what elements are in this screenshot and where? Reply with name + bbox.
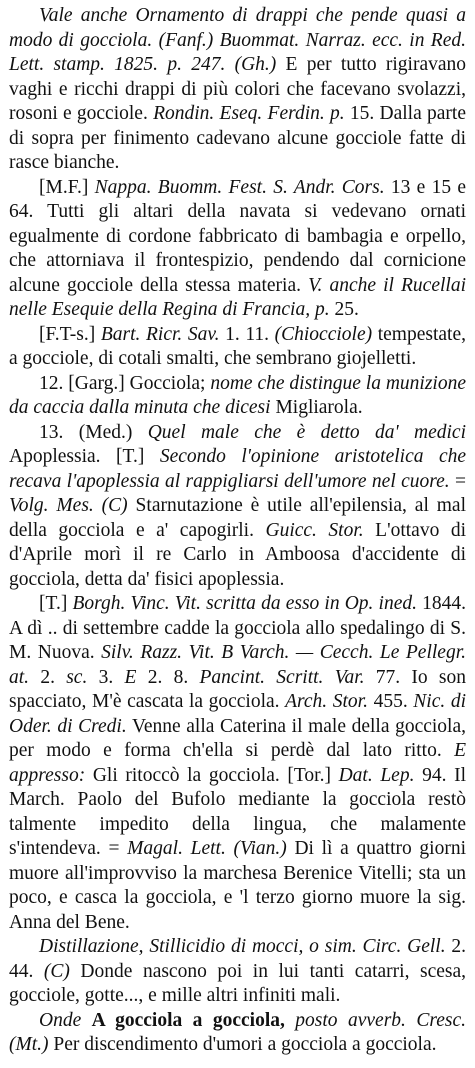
text-span: (Chiocciole) [274,323,373,345]
text-span: Per discendimento d'umori a gocciola a gocciola. [48,1034,437,1055]
paragraph-ornamento [9,4,466,176]
text-span: Pancint. Scritt. Var. [199,666,365,688]
text-span: Vale anche Ornamento di drappi che pende quasi a modo di gocciola. (Fanf.) Buommat. Narraz. ecc. in Red. Lett. stamp. 1825. p. 247. (Gh.) [9,5,466,75]
text-span: 13 e 15 e 64. Tutti gli altari della navata si vedevano ornati egualmente di cordone fabbricato di bambagia e orpello, che attorniava il frontespizio, pendendo dal cornicione alcune gocciole della stessa materia. [9,176,467,296]
text-span: 94. Il March. Paolo del Bufolo mediante la gocciola restò talmente impedito della lingua, che malamente s'intendeva. = [9,764,466,859]
text-span: Onde [39,1009,92,1031]
text-span: 2. [29,666,67,688]
text-span: 15. Dalla parte di sopra per finimento cadevano alcune gocciole fatte di rasce bianche. [9,103,466,173]
text-span: Borgh. Vinc. Vit. scritta da esso in Op. ined. [72,593,417,614]
paragraph-sense-13 [9,421,466,593]
text-span: Nappa. Buomm. Fest. S. Andr. Cors. [94,176,385,198]
paragraph-sense-12 [9,372,466,421]
text-span: Di lì a quattro giorni muore all'improvviso la marchesa Berenice Vitelli; sta un poco, e casca la gocciola, e 'l terzo giorno muore la sig. Anna del Bene. [9,838,466,933]
text-span: nome che distingue la munizione da caccia dalla minuta che dicesi [9,372,466,418]
headword-phrase: A gocciola a gocciola, [91,1009,285,1031]
text-span: 455. [368,691,414,712]
text-span: posto avverb. Cresc. (Mt.) [9,1009,466,1055]
text-span: Quel male che è detto da' medici [147,421,466,443]
text-span: 2. 44. [9,936,467,982]
paragraph-borgh [9,592,466,935]
text-span: Dat. Lep. [338,764,415,786]
text-span: Distillazione, Stillicidio di mocci, o sim. Circ. Gell. [39,936,446,957]
text-span: E [124,666,137,688]
text-span: E appresso: [9,740,466,786]
text-span: sc. [66,666,88,688]
text-span: tempestate, a gocciole, di cotali smalti, che sembrano giojelletti. [9,323,466,369]
text-span: Gli ritoccò la gocciola. [Tor.] [85,764,339,786]
text-span: Rondin. Eseq. Ferdin. p. [153,103,345,124]
paragraph-nappa [9,176,466,323]
text-span: Starnutazione è utile all'epilensia, al mal della gocciola e a' capogirli. [9,495,466,541]
text-span: 13. (Med.) [39,421,148,443]
paragraph-distillazione [9,935,466,1009]
text-span: [M.F.] [39,176,95,198]
text-span: Magal. Lett. (Vian.) [127,838,287,859]
text-span: 3. [87,666,125,688]
text-span: Apoplessia. [T.] [9,446,160,467]
text-span: [T.] [39,593,73,614]
text-span: 25. [329,299,359,320]
text-span: Donde nascono poi in lui tanti catarri, scesa, gocciole, gotte..., e mille altri infiniti mali. [9,960,466,1006]
text-span: Bart. Ricr. Sav. [100,323,220,345]
text-span: 1844. A dì .. di settembre cadde la gocciola allo spedalingo di S. M. Nuova. [9,593,467,663]
text-span: Volg. Mes. (C) [9,495,128,516]
text-span: Silv. Razz. Vit. B Varch. — Cecch. Le Pellegr. at. [9,642,466,688]
text-span: = [449,470,466,492]
text-span: (C) [43,960,70,982]
paragraph-a-gocciola [9,1009,466,1058]
text-span: L'ottavo di d'Aprile morì il re Carlo in Amboosa d'accidente di gocciola, detta da' fisici apoplessia. [9,519,467,590]
text-span: V. anche il Rucellai nelle Esequie della Regina di Francia, p. [9,274,466,320]
text-span: 1. 11. [219,323,275,345]
text-span: [F.T-s.] [39,323,101,345]
text-span: Migliarola. [270,397,363,418]
text-span: Guicc. Stor. [265,519,364,541]
text-span: E per tutto rigiravano vaghi e ricchi drappi di più colori che facevano svolazzi, rosoni e gocciole. [9,54,466,124]
text-span: 12. [Garg.] Gocciola; [39,372,211,394]
text-span: 77. Io son spacciato, M'è cascata la gocciola. [9,666,467,712]
text-span: Arch. Stor. [285,691,368,712]
text-span: Secondo l'opinione aristotelica che recava l'apoplessia al rappigliarsi dell'umore nel cuore. [9,446,467,492]
text-span: 2. 8. [136,666,200,688]
paragraph-chiocciole [9,323,466,372]
text-span: Venne alla Caterina il male della gocciola, per modo e forma ch'ella si perdè dal lato ritto. [9,715,466,761]
text-span: Nic. di Oder. di Credi. [9,691,467,737]
